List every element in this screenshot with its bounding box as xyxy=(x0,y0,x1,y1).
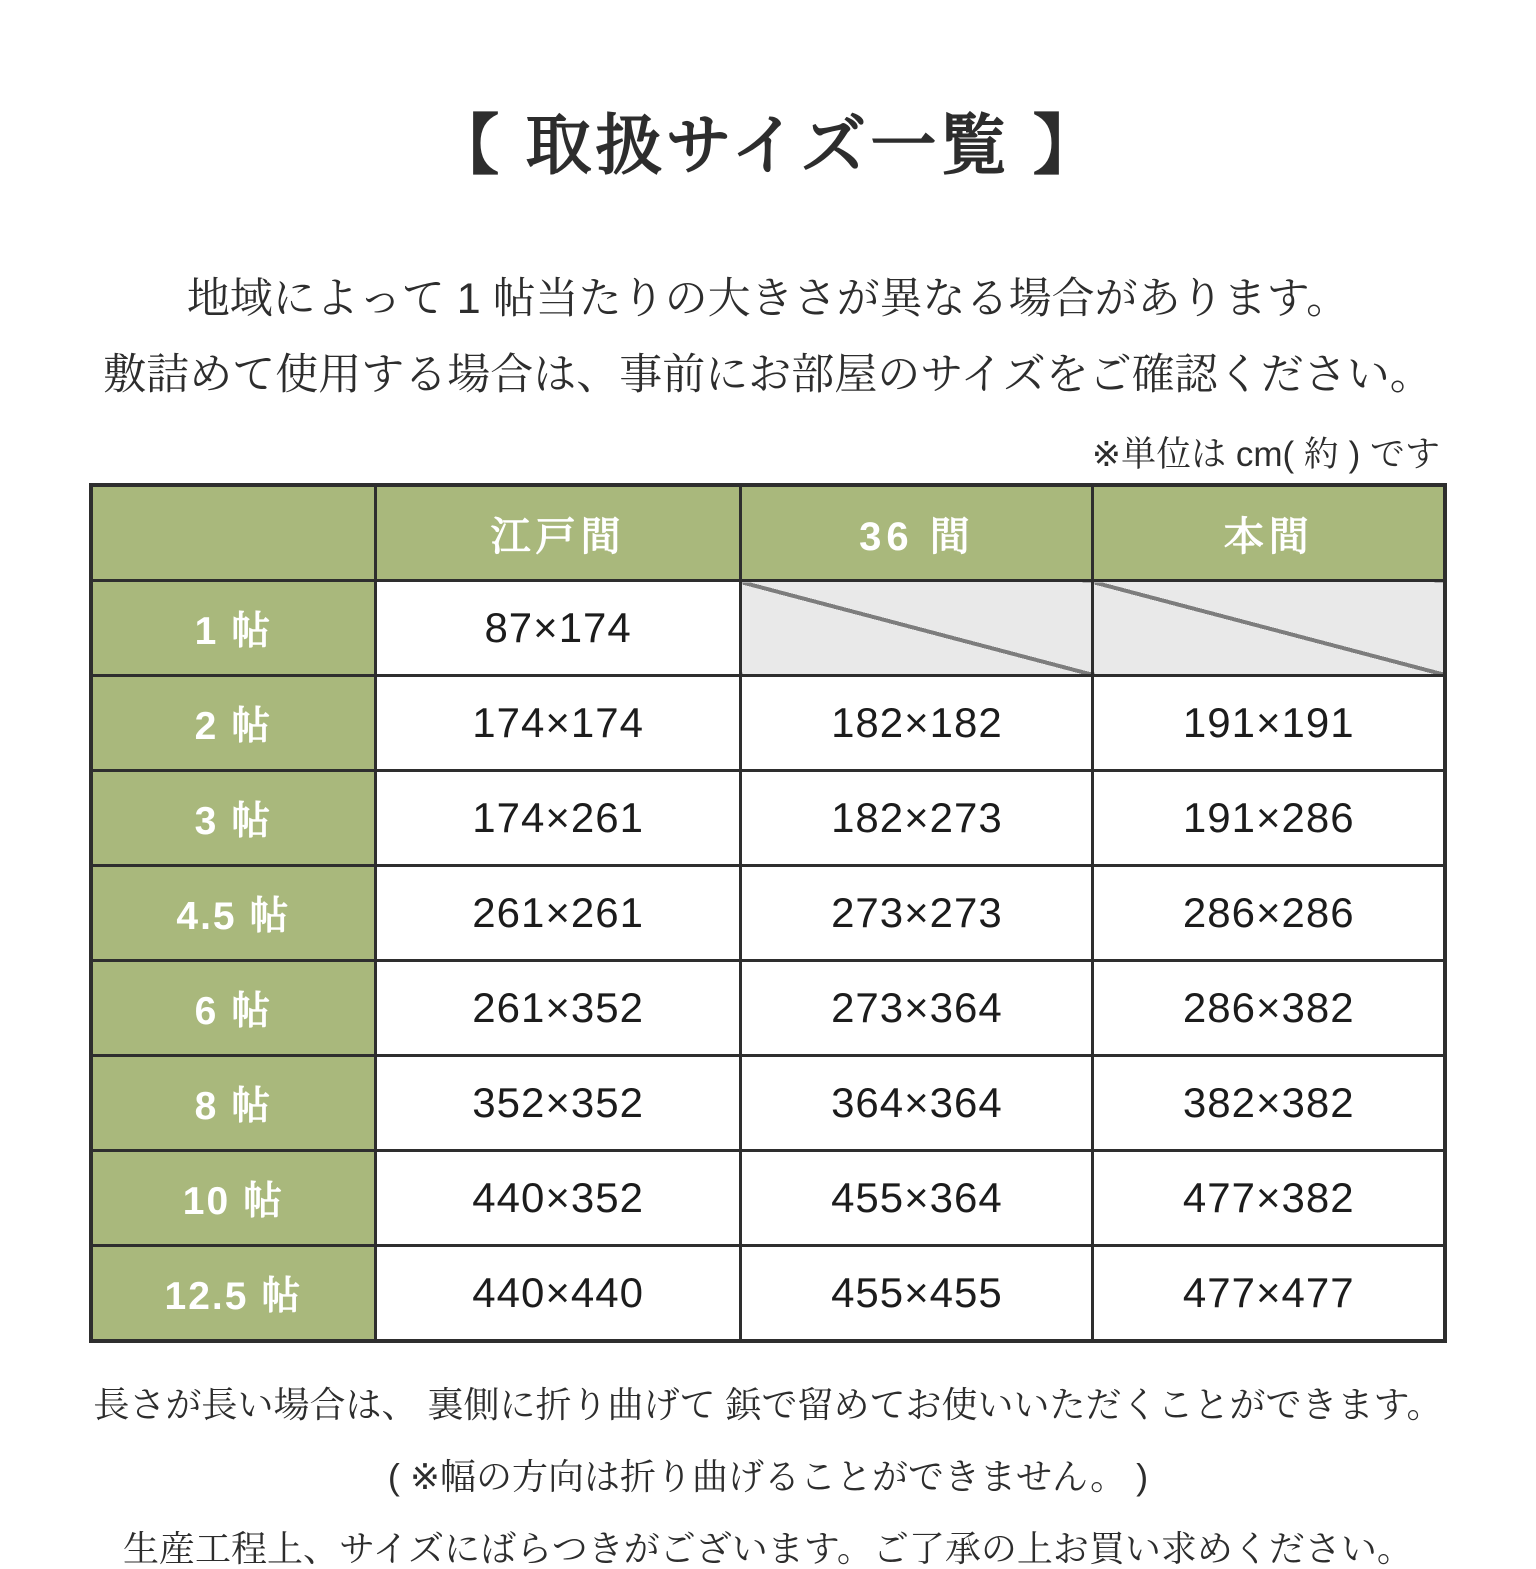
table-header-row xyxy=(91,485,1445,581)
table-row-10jo xyxy=(91,1151,1445,1246)
table-row-2jo xyxy=(91,676,1445,771)
header-cell-honma: 本間 xyxy=(1093,485,1445,581)
row-label: 4.5 帖 xyxy=(91,866,375,961)
size-cell: 273×273 xyxy=(741,866,1093,961)
description-line-2: 敷詰めて使用する場合は、事前にお部屋のサイズをご確認ください。 xyxy=(103,351,1433,399)
row-label: 3 帖 xyxy=(91,771,375,866)
row-label: 8 帖 xyxy=(91,1056,375,1151)
size-cell: 364×364 xyxy=(741,1056,1093,1151)
size-cell: 87×174 xyxy=(375,581,741,676)
row-label: 2 帖 xyxy=(91,676,375,771)
table-row-8jo xyxy=(91,1056,1445,1151)
size-cell: 382×382 xyxy=(1093,1056,1445,1151)
size-cell: 455×455 xyxy=(741,1246,1093,1342)
na-diagonal-cell xyxy=(741,581,1093,676)
header-cell-blank xyxy=(91,485,375,581)
row-label: 12.5 帖 xyxy=(91,1246,375,1342)
size-cell: 182×273 xyxy=(741,771,1093,866)
size-cell: 261×352 xyxy=(375,961,741,1056)
size-cell: 477×382 xyxy=(1093,1151,1445,1246)
row-label: 10 帖 xyxy=(91,1151,375,1246)
size-cell: 261×261 xyxy=(375,866,741,961)
size-cell: 440×352 xyxy=(375,1151,741,1246)
table-row-6jo xyxy=(91,961,1445,1056)
size-cell: 286×286 xyxy=(1093,866,1445,961)
size-cell: 352×352 xyxy=(375,1056,741,1151)
footer-note-fold: 長さが長い場合は、 裏側に折り曲げて 鋲で留めてお使いいただくことができます。 xyxy=(93,1384,1443,1425)
table-row-4-5jo xyxy=(91,866,1445,961)
table-row-12-5jo xyxy=(91,1246,1445,1342)
page-title: 【 取扱サイズ一覧 】 xyxy=(433,108,1103,182)
table-row-1jo xyxy=(91,581,1445,676)
size-table xyxy=(89,483,1447,1343)
size-cell: 477×477 xyxy=(1093,1246,1445,1342)
size-cell: 191×286 xyxy=(1093,771,1445,866)
description-text xyxy=(0,261,1536,413)
size-cell: 455×364 xyxy=(741,1151,1093,1246)
footer-note-variance: 生産工程上、サイズにばらつきがございます。ご了承の上お買い求めください。 xyxy=(123,1528,1413,1569)
description-line-1: 地域によって 1 帖当たりの大きさが異なる場合があります。 xyxy=(186,275,1350,323)
table-row-3jo xyxy=(91,771,1445,866)
size-cell: 286×382 xyxy=(1093,961,1445,1056)
na-diagonal-cell xyxy=(1093,581,1445,676)
size-cell: 273×364 xyxy=(741,961,1093,1056)
footer-notes xyxy=(0,1385,1536,1569)
row-label: 6 帖 xyxy=(91,961,375,1056)
footer-note-width: ( ※幅の方向は折り曲げることができません。 ) xyxy=(387,1456,1149,1497)
size-cell: 174×174 xyxy=(375,676,741,771)
size-cell: 191×191 xyxy=(1093,676,1445,771)
header-cell-36ma: 36 間 xyxy=(741,485,1093,581)
header-cell-edoma: 江戸間 xyxy=(375,485,741,581)
size-cell: 440×440 xyxy=(375,1246,741,1342)
unit-note: ※単位は cm( 約 ) です xyxy=(1091,435,1440,474)
row-label: 1 帖 xyxy=(91,581,375,676)
size-cell: 182×182 xyxy=(741,676,1093,771)
size-cell: 174×261 xyxy=(375,771,741,866)
